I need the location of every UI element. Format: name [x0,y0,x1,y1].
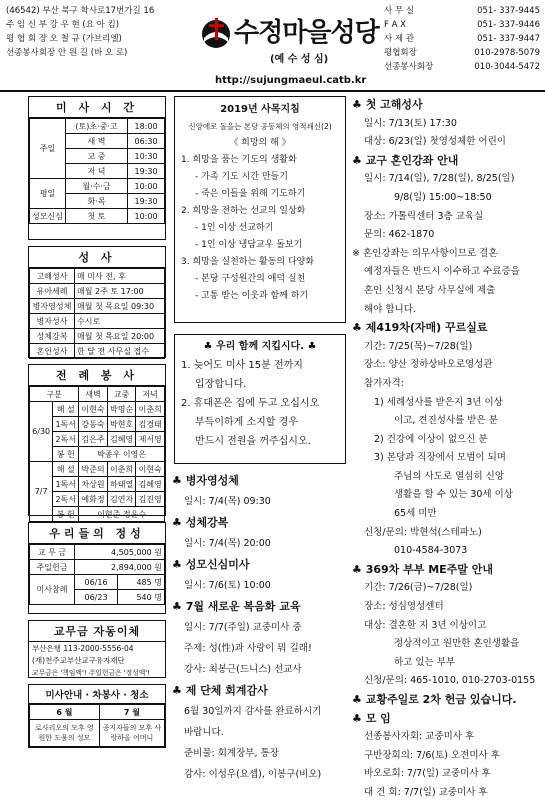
news-line: 대상: 결혼한 지 3년 이상이고 [364,619,487,631]
news-line: 신청/문의: 박현석(스테파노) [364,526,482,538]
news-line: 장소: 양산 정하상바오로영성관 [364,359,493,371]
news-line: 1) 세례성사를 받은지 3년 이상 [374,396,503,408]
news-line: 구반장회의: 7/6(토) 오전미사 후 [364,749,500,761]
cleaning-title: 미사안내 · 차봉사 · 청소 [29,685,165,704]
rules-line: 부득이하게 소지할 경우 [195,417,298,428]
news-heading: ♣ 모 임 [352,711,391,725]
news-heading: ♣ 교황주일로 2차 헌금 있습니다. [352,693,517,706]
cleaning-box [28,684,166,748]
news-line: 일시: 7/13(토) 17:30 [364,117,457,129]
news-line: 일시: 7/7(주일) 교중미사 중 [184,622,302,633]
offering-table: 교 무 금 4,505,000 원 주일헌금 2,894,000 원 미사참례 06/16 485 명 06/23 540 명 [29,544,165,605]
cleaning-table: 6 월 7 월 로사리오의 모후 영원한 도움의 성모 종지자들의 모후 사랑하올 어머니 [29,704,165,747]
news-line: 바오로회: 7/7(일) 교중미사 후 [364,768,491,780]
news-line: 혼인 신청시 본당 사무실에 제출 [364,284,496,296]
pastoral-guideline-box [174,96,346,323]
news-line: 정상적이고 원만한 혼인생활을 [394,638,520,650]
council-president-line: 평 협 회 장 오 철 규 (가브리엘) [6,34,122,44]
news-line: 6월 30일까지 감사를 완료하시기 [184,706,322,717]
parish-title: 수정마을성당 [234,18,379,48]
news-heading: ♣ 제 단체 회계감사 [172,684,268,697]
news-line: 준비물: 회계장부, 통장 [184,748,279,759]
church-logo-icon [200,16,232,50]
guideline-item-3-sub: - 본당 구성원간의 애덕 실천 [195,274,306,284]
news-line: 신청/문의: 465-1010, 010-2703-0155 [364,675,536,687]
news-line: 선종봉사자회: 교중미사 후 [364,731,475,743]
autotransfer-title: 교무금 자동이체 [29,621,165,642]
news-line: 일시: 7/4(목) 20:00 [184,538,271,549]
news-line: 장소: 성심영성센터 [364,601,444,613]
guideline-item-1-head: 1. 희망을 품는 기도의 생활화 [181,155,297,165]
rules-line: 2. 휴대폰은 집에 두고 오십시오 [181,398,320,409]
guideline-item-3-head: 3. 희망을 실천하는 활동의 다양화 [181,257,315,267]
funeral-service-line: 선종봉사회장 안 원 길 (바 오 로) [6,48,128,58]
right-news-column [352,96,542,803]
news-heading: ♣ 성모신심미사 [172,558,250,571]
guideline-theme: 《 희망의 해 》 [229,138,291,148]
news-line: 대 건 회: 7/7(일) 교중미사 후 [364,786,488,798]
news-heading: ♣ 7월 새로운 복음화 교육 [172,600,301,613]
offering-slogan: 교무금은 '책임액'! 주일헌금은 '정성액'! [32,669,150,677]
news-line: 010-4584-3073 [394,545,468,557]
news-line: ※ 혼인강좌는 의무사항이므로 결혼 [352,247,498,259]
news-line: 주제: 성(性)과 사랑이 뭐 길래! [184,643,312,654]
news-line: 65세 미만 [394,508,437,520]
guideline-item-3-sub: - 고통 받는 이웃과 함께 하기 [195,291,309,301]
mass-times-title: 미 사 시 간 [29,97,165,118]
rules-line: 반드시 전원을 꺼주십시오. [195,436,311,447]
news-line: 생활을 할 수 있는 30세 이상 [394,489,513,501]
contact-row-funeral: 선종봉사회장 010-3044-5472 [384,62,540,72]
news-line: 대상: 6/23(일) 첫영성체한 어린이 [364,136,506,148]
news-line: 일시: 7/4(목) 09:30 [184,496,271,507]
news-line: 문의: 462-1870 [364,229,435,241]
liturgy-table: 구분 새벽 교중 저녁 6/30 해 설 이현숙 박명순 이춘희 1독서 강동숙 박현호 김경태 2독서 김은주 김혜영 제서영 봉 헌 박종우 이영은 7/7 해 설 박준의 이춘희 이현숙 1독서 차상원 하태열 김혜영 2독서 예화정 김연자 김진영 봉 헌 이현준 정윤수 [29,386,165,522]
parish-url-link[interactable]: http://sujungmaeul.catb.kr [215,75,367,86]
news-line: 일시: 7/6(토) 10:00 [184,580,271,591]
news-line: 2) 건강에 이상이 없으신 분 [374,433,488,445]
guideline-item-2-head: 2. 희망을 전하는 선교의 일상화 [181,206,306,216]
news-line: 예정자들은 반드시 이수하고 수료증을 [364,266,520,278]
news-line: 9/8(일) 15:00~18:50 [394,191,492,203]
liturgy-title: 전 례 봉 사 [29,365,165,386]
news-line: 주님의 사도로 열심히 신앙 [394,470,505,482]
news-heading: ♣ 교구 혼인강좌 안내 [352,153,459,167]
header-contacts [384,4,540,74]
news-line: 감사: 이성우(요셉), 이봉구(비오) [184,769,322,780]
parish-subtitle: (예 수 성 심) [270,54,329,65]
news-line: 참가자격: [364,377,404,389]
news-line: 일시: 7/14(일), 7/28(일), 8/25(일) [364,173,515,185]
mass-times-table: 주일 (토)초·중·고 18:00 새 벽 06:30 교 중 10:30 저 녁 19:30 평일 월·수·금 10:00 화·목 19:30 성모신심 첫 토 10:00 [29,118,165,224]
mass-times-box [28,96,166,240]
rules-line: 1. 늦어도 미사 15분 전까지 [181,360,303,371]
offering-title: 우리들의 정성 [29,523,165,544]
header-left-info [6,4,196,60]
liturgy-service-box [28,364,166,519]
account-holder: (재)천주교부산교구유지재단 [32,656,125,665]
guideline-item-1-sub: - 죽은 이들을 위해 기도하기 [195,189,306,199]
middle-news-column [172,470,350,785]
guideline-item-2-sub: - 1인 이상 냉담교우 돌보기 [195,240,303,250]
news-line: 해야 합니다. [364,303,416,315]
guideline-title: 2019년 사목지침 [220,104,300,115]
rules-box [174,334,346,464]
news-heading: ♣ 병자영성체 [172,474,239,487]
news-line: 바랍니다. [184,727,224,738]
contact-row-office: 사 무 실 051- 337-9445 [384,6,540,16]
sacraments-box [28,246,166,358]
contact-row-fax: F A X 051- 337-9446 [384,20,540,30]
offering-box [28,522,166,614]
news-line: 강사: 최봉근(드니스) 선교사 [184,664,302,675]
guideline-item-2-sub: - 1인 이상 선교하기 [195,223,274,233]
news-heading: ♣ 제419차(자매) 꾸르실료 [352,321,488,335]
address-line: (46542) 부산 북구 학사로17번가길 16 [6,6,155,16]
guideline-subtitle: 신앙에로 돌을는 본당 공동체의 영적쇄신(2) [188,122,332,131]
news-line: 장소: 가톨릭센터 3층 교육실 [364,210,484,222]
rules-title: ♣ 우리 함께 지킵시다. ♣ [203,341,317,352]
news-heading: ♣ 369차 부부 ME주말 안내 [352,562,493,576]
guideline-item-1-sub: - 가족 기도 시간 만들기 [195,172,288,182]
bank-account: 부산은행 113-2000-5556-04 [32,644,134,653]
news-line: 기간: 7/26(금)~7/28(일) [364,582,473,594]
news-line: 하고 있는 부부 [394,656,456,668]
sacraments-title: 성 사 [29,247,165,268]
contact-row-council: 평협회장 010-2978-5079 [384,48,540,58]
sacraments-table: 고해성사 매 미사 전, 후 유아세례 매월 2주 토 17:00 병자영성체 매월 첫 목요일 09:30 병자성사 수시로 성체강복 매월 첫 목요일 20:00 혼인성사 한 달 전 사무실 접수 [29,268,165,359]
pastor-line: 주 임 신 부 강 우 현 (요 아 킴) [6,20,120,30]
news-heading: ♣ 첫 고해성사 [352,98,423,111]
news-line: 이고, 견진성사를 받은 분 [394,415,498,427]
contact-row-rectory: 사 제 관 051- 337-9447 [384,34,540,44]
rules-line: 입장합니다. [195,379,247,390]
news-line: 기간: 7/25(목)~7/28(일) [364,340,473,352]
news-line: 3) 본당과 직장에서 모범이 되며 [374,452,506,464]
header-divider [0,90,545,92]
autotransfer-box [28,620,166,678]
news-heading: ♣ 성체강복 [172,516,229,529]
